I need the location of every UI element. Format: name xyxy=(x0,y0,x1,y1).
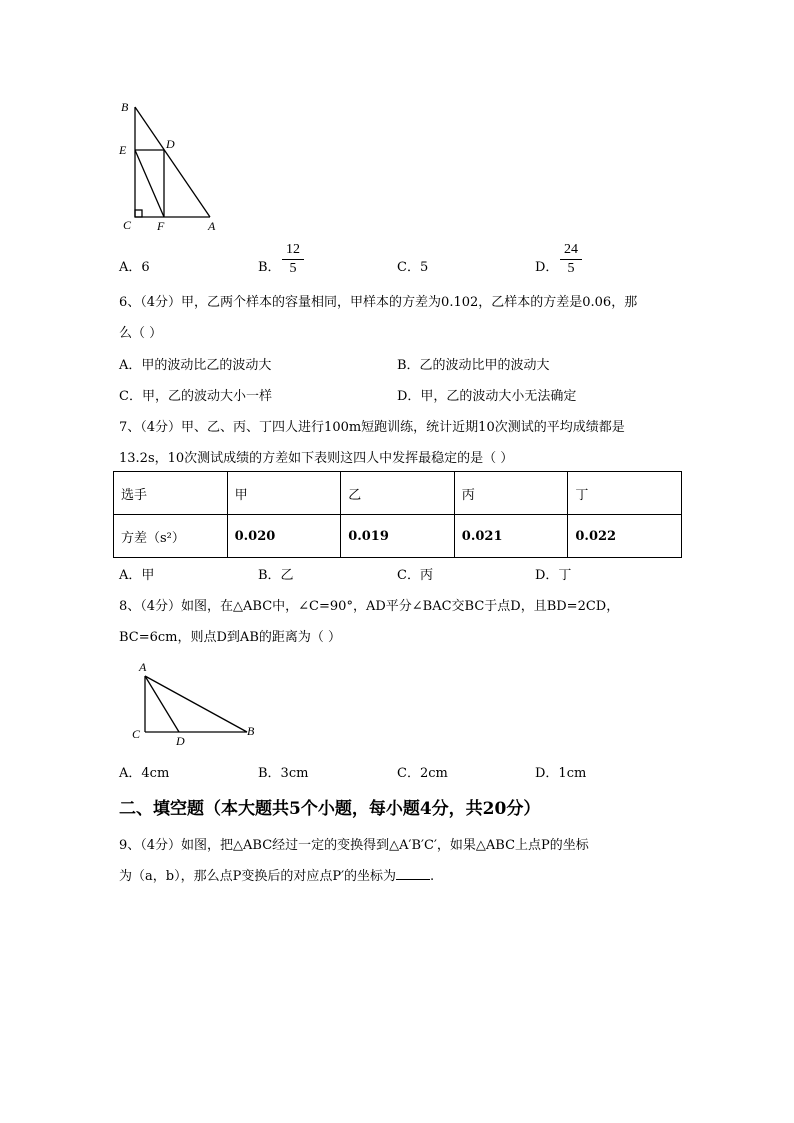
q8-side-ab xyxy=(145,676,247,732)
q6-option-d: D．甲，乙的波动大小无法确定 xyxy=(397,389,577,404)
q5-option-b-fraction xyxy=(282,243,304,276)
q5-label-d: D xyxy=(166,137,175,151)
q7-option-d: D．丁 xyxy=(535,568,572,583)
q5-option-d-denominator: 5 xyxy=(567,261,575,276)
table-row xyxy=(114,515,682,558)
q6-stem-line2: 么（ ） xyxy=(119,326,163,341)
q5-right-angle-mark xyxy=(135,210,142,217)
q5-label-f: F xyxy=(157,219,165,233)
q8-label-a: A xyxy=(139,660,147,674)
table-header-row xyxy=(114,472,682,515)
q8-option-c: C．2cm xyxy=(397,766,448,781)
q8-option-a: A．4cm xyxy=(119,766,170,781)
q7-stem-line1: 7、（4分）甲、乙、丙、丁四人进行100m短跑训练，统计近期10次测试的平均成绩都是 xyxy=(119,420,625,435)
table-header-cell: 丁 xyxy=(568,472,682,515)
q7-option-b: B．乙 xyxy=(258,568,294,583)
table-header-cell: 选手 xyxy=(114,472,228,515)
q7-stem-line2: 13.2s，10次测试成绩的方差如下表则这四人中发挥最稳定的是（ ） xyxy=(119,451,514,466)
q8-label-b: B xyxy=(247,724,255,738)
table-cell: 0.021 xyxy=(454,515,568,558)
table-cell: 0.020 xyxy=(227,515,341,558)
table-row-label: 方差（s²） xyxy=(114,515,228,558)
answer-blank xyxy=(396,869,430,880)
q5-option-d-fraction xyxy=(560,243,582,276)
fraction-bar xyxy=(560,259,582,260)
q8-option-b: B．3cm xyxy=(258,766,309,781)
table-cell: 0.019 xyxy=(341,515,455,558)
q5-option-d-prefix: D． xyxy=(535,260,559,275)
q9-stem-line2-text: 为（a，b），那么点P变换后的对应点P′的坐标为 xyxy=(119,869,397,884)
q5-option-d-numerator: 24 xyxy=(564,242,578,257)
q5-segment-ef xyxy=(135,150,164,217)
q8-label-c: C xyxy=(132,727,141,741)
q5-option-b-numerator: 12 xyxy=(286,242,300,257)
q5-side-ab xyxy=(135,107,210,217)
q5-option-b-denominator: 5 xyxy=(289,261,297,276)
q9-stem-line1: 9、（4分）如图，把△ABC经过一定的变换得到△A′B′C′，如果△ABC上点P的坐标 xyxy=(119,838,589,853)
q5-option-a: A．6 xyxy=(119,260,150,275)
q7-option-a: A．甲 xyxy=(119,568,155,583)
table-header-cell: 丙 xyxy=(454,472,568,515)
q6-option-a: A．甲的波动比乙的波动大 xyxy=(119,358,272,373)
q9-stem-line2 xyxy=(119,865,434,884)
q8-stem-line2: BC=6cm，则点D到AB的距离为（ ） xyxy=(119,630,342,645)
q8-label-d: D xyxy=(176,734,185,748)
q6-option-c: C．甲，乙的波动大小一样 xyxy=(119,389,272,404)
q5-option-c: C．5 xyxy=(397,260,429,275)
table-header-cell: 甲 xyxy=(227,472,341,515)
q5-label-e: E xyxy=(119,143,127,157)
q5-label-c: C xyxy=(123,218,132,232)
section-heading-fill-in-blank: 二、填空题（本大题共5个小题，每小题4分，共20分） xyxy=(119,799,541,819)
q5-label-a: A xyxy=(208,219,216,233)
q5-option-b-prefix: B． xyxy=(258,260,281,275)
table-cell: 0.022 xyxy=(568,515,682,558)
q6-option-b: B．乙的波动比甲的波动大 xyxy=(397,358,550,373)
q9-stem-line2-end: . xyxy=(430,869,435,884)
q8-stem-line1: 8、（4分）如图，在△ABC中，∠C=90°，AD平分∠BAC交BC于点D，且BD=2CD， xyxy=(119,599,620,614)
q5-label-b: B xyxy=(121,100,129,114)
q8-option-d: D．1cm xyxy=(535,766,587,781)
q8-bisector-ad xyxy=(145,676,179,732)
table-header-cell: 乙 xyxy=(341,472,455,515)
q7-option-c: C．丙 xyxy=(397,568,433,583)
q6-stem-line1: 6、（4分）甲，乙两个样本的容量相同，甲样本的方差为0.102，乙样本的方差是0.06，那 xyxy=(119,295,638,310)
variance-table xyxy=(113,471,682,558)
fraction-bar xyxy=(282,259,304,260)
